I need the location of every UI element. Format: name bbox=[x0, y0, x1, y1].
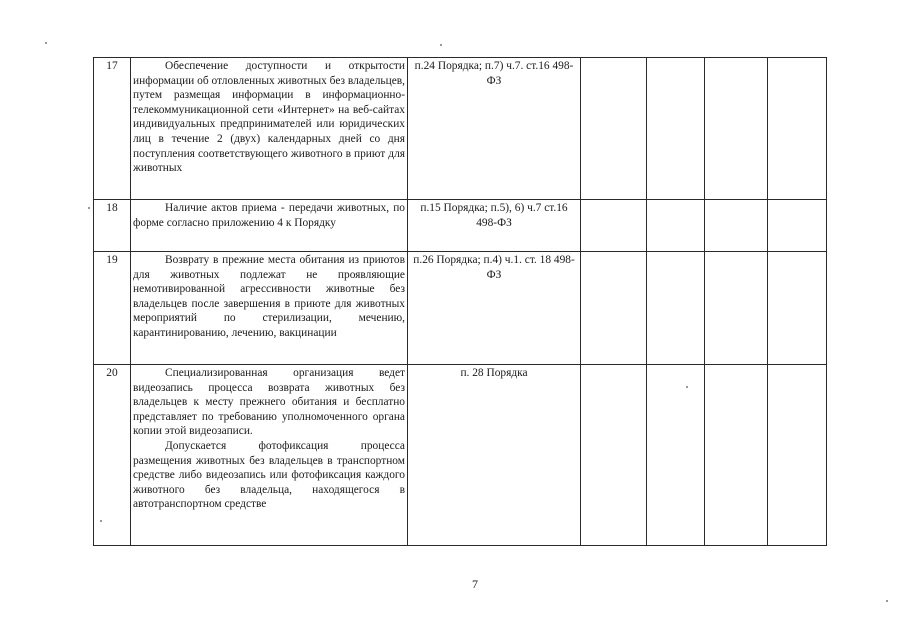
legal-reference: п. 28 Порядка bbox=[408, 365, 581, 546]
table-row bbox=[94, 252, 827, 365]
row-number: 19 bbox=[94, 252, 131, 365]
table-row bbox=[94, 365, 827, 546]
legal-reference: п.24 Порядка; п.7) ч.7. ст.16 498-ФЗ bbox=[408, 58, 581, 200]
empty-cell bbox=[647, 365, 705, 546]
scan-speck bbox=[686, 386, 688, 388]
empty-cell bbox=[768, 365, 827, 546]
empty-cell bbox=[705, 365, 768, 546]
requirements-table bbox=[93, 57, 827, 546]
requirement-paragraph: Обеспечение доступности и открытости информации об отловленных животных без владельцев, путем размещая информации в информационно-телекоммуникационной сети «Интернет» на веб-сайтах индивидуальных предпринимателей или юридических лиц в течение 2 (двух) календарных дней со дня поступления соответствующего животного в приют для животных bbox=[133, 60, 405, 175]
empty-cell bbox=[705, 200, 768, 252]
empty-cell bbox=[768, 200, 827, 252]
requirement-paragraph: Наличие актов приема - передачи животных, по форме согласно приложению 4 к Порядку bbox=[133, 202, 405, 229]
table-row bbox=[94, 58, 827, 200]
legal-reference: п.26 Порядка; п.4) ч.1. ст. 18 498-ФЗ bbox=[408, 252, 581, 365]
empty-cell bbox=[768, 252, 827, 365]
requirement-paragraph: Специализированная организация ведет видеозапись процесса возврата животных без владельцев к месту прежнего обитания и бесплатно представляет по требованию уполномоченного органа копии этой видеозаписи. bbox=[133, 367, 405, 438]
requirement-paragraph: Возврату в прежние места обитания из приютов для животных подлежат не проявляющие немотивированной агрессивности животные без владельцев после завершения в приюте для животных мероприятий по стерилизации, мечению, карантинированию, лечению, вакцинации bbox=[133, 254, 405, 339]
table-row bbox=[94, 200, 827, 252]
requirement-text bbox=[131, 365, 408, 546]
requirement-paragraph: Допускается фотофиксация процесса размещения животных без владельцев в транспортном средстве либо видеозапись или фотофиксация каждого животного без владельца, находящегося в автотранспортном средстве bbox=[133, 439, 405, 511]
requirement-text bbox=[131, 252, 408, 365]
page-number: 7 bbox=[472, 577, 478, 591]
empty-cell bbox=[581, 200, 647, 252]
empty-cell bbox=[647, 200, 705, 252]
scan-speck bbox=[45, 42, 47, 44]
requirement-text bbox=[131, 58, 408, 200]
empty-cell bbox=[581, 252, 647, 365]
empty-cell bbox=[647, 252, 705, 365]
legal-reference: п.15 Порядка; п.5), 6) ч.7 ст.16 498-ФЗ bbox=[408, 200, 581, 252]
scan-speck bbox=[886, 600, 888, 602]
scan-speck bbox=[88, 207, 90, 209]
empty-cell bbox=[705, 58, 768, 200]
empty-cell bbox=[581, 365, 647, 546]
row-number: 18 bbox=[94, 200, 131, 252]
row-number: 17 bbox=[94, 58, 131, 200]
scan-speck bbox=[440, 44, 442, 46]
empty-cell bbox=[705, 252, 768, 365]
scan-speck bbox=[100, 520, 102, 522]
empty-cell bbox=[647, 58, 705, 200]
empty-cell bbox=[581, 58, 647, 200]
row-number: 20 bbox=[94, 365, 131, 546]
empty-cell bbox=[768, 58, 827, 200]
requirement-text bbox=[131, 200, 408, 252]
